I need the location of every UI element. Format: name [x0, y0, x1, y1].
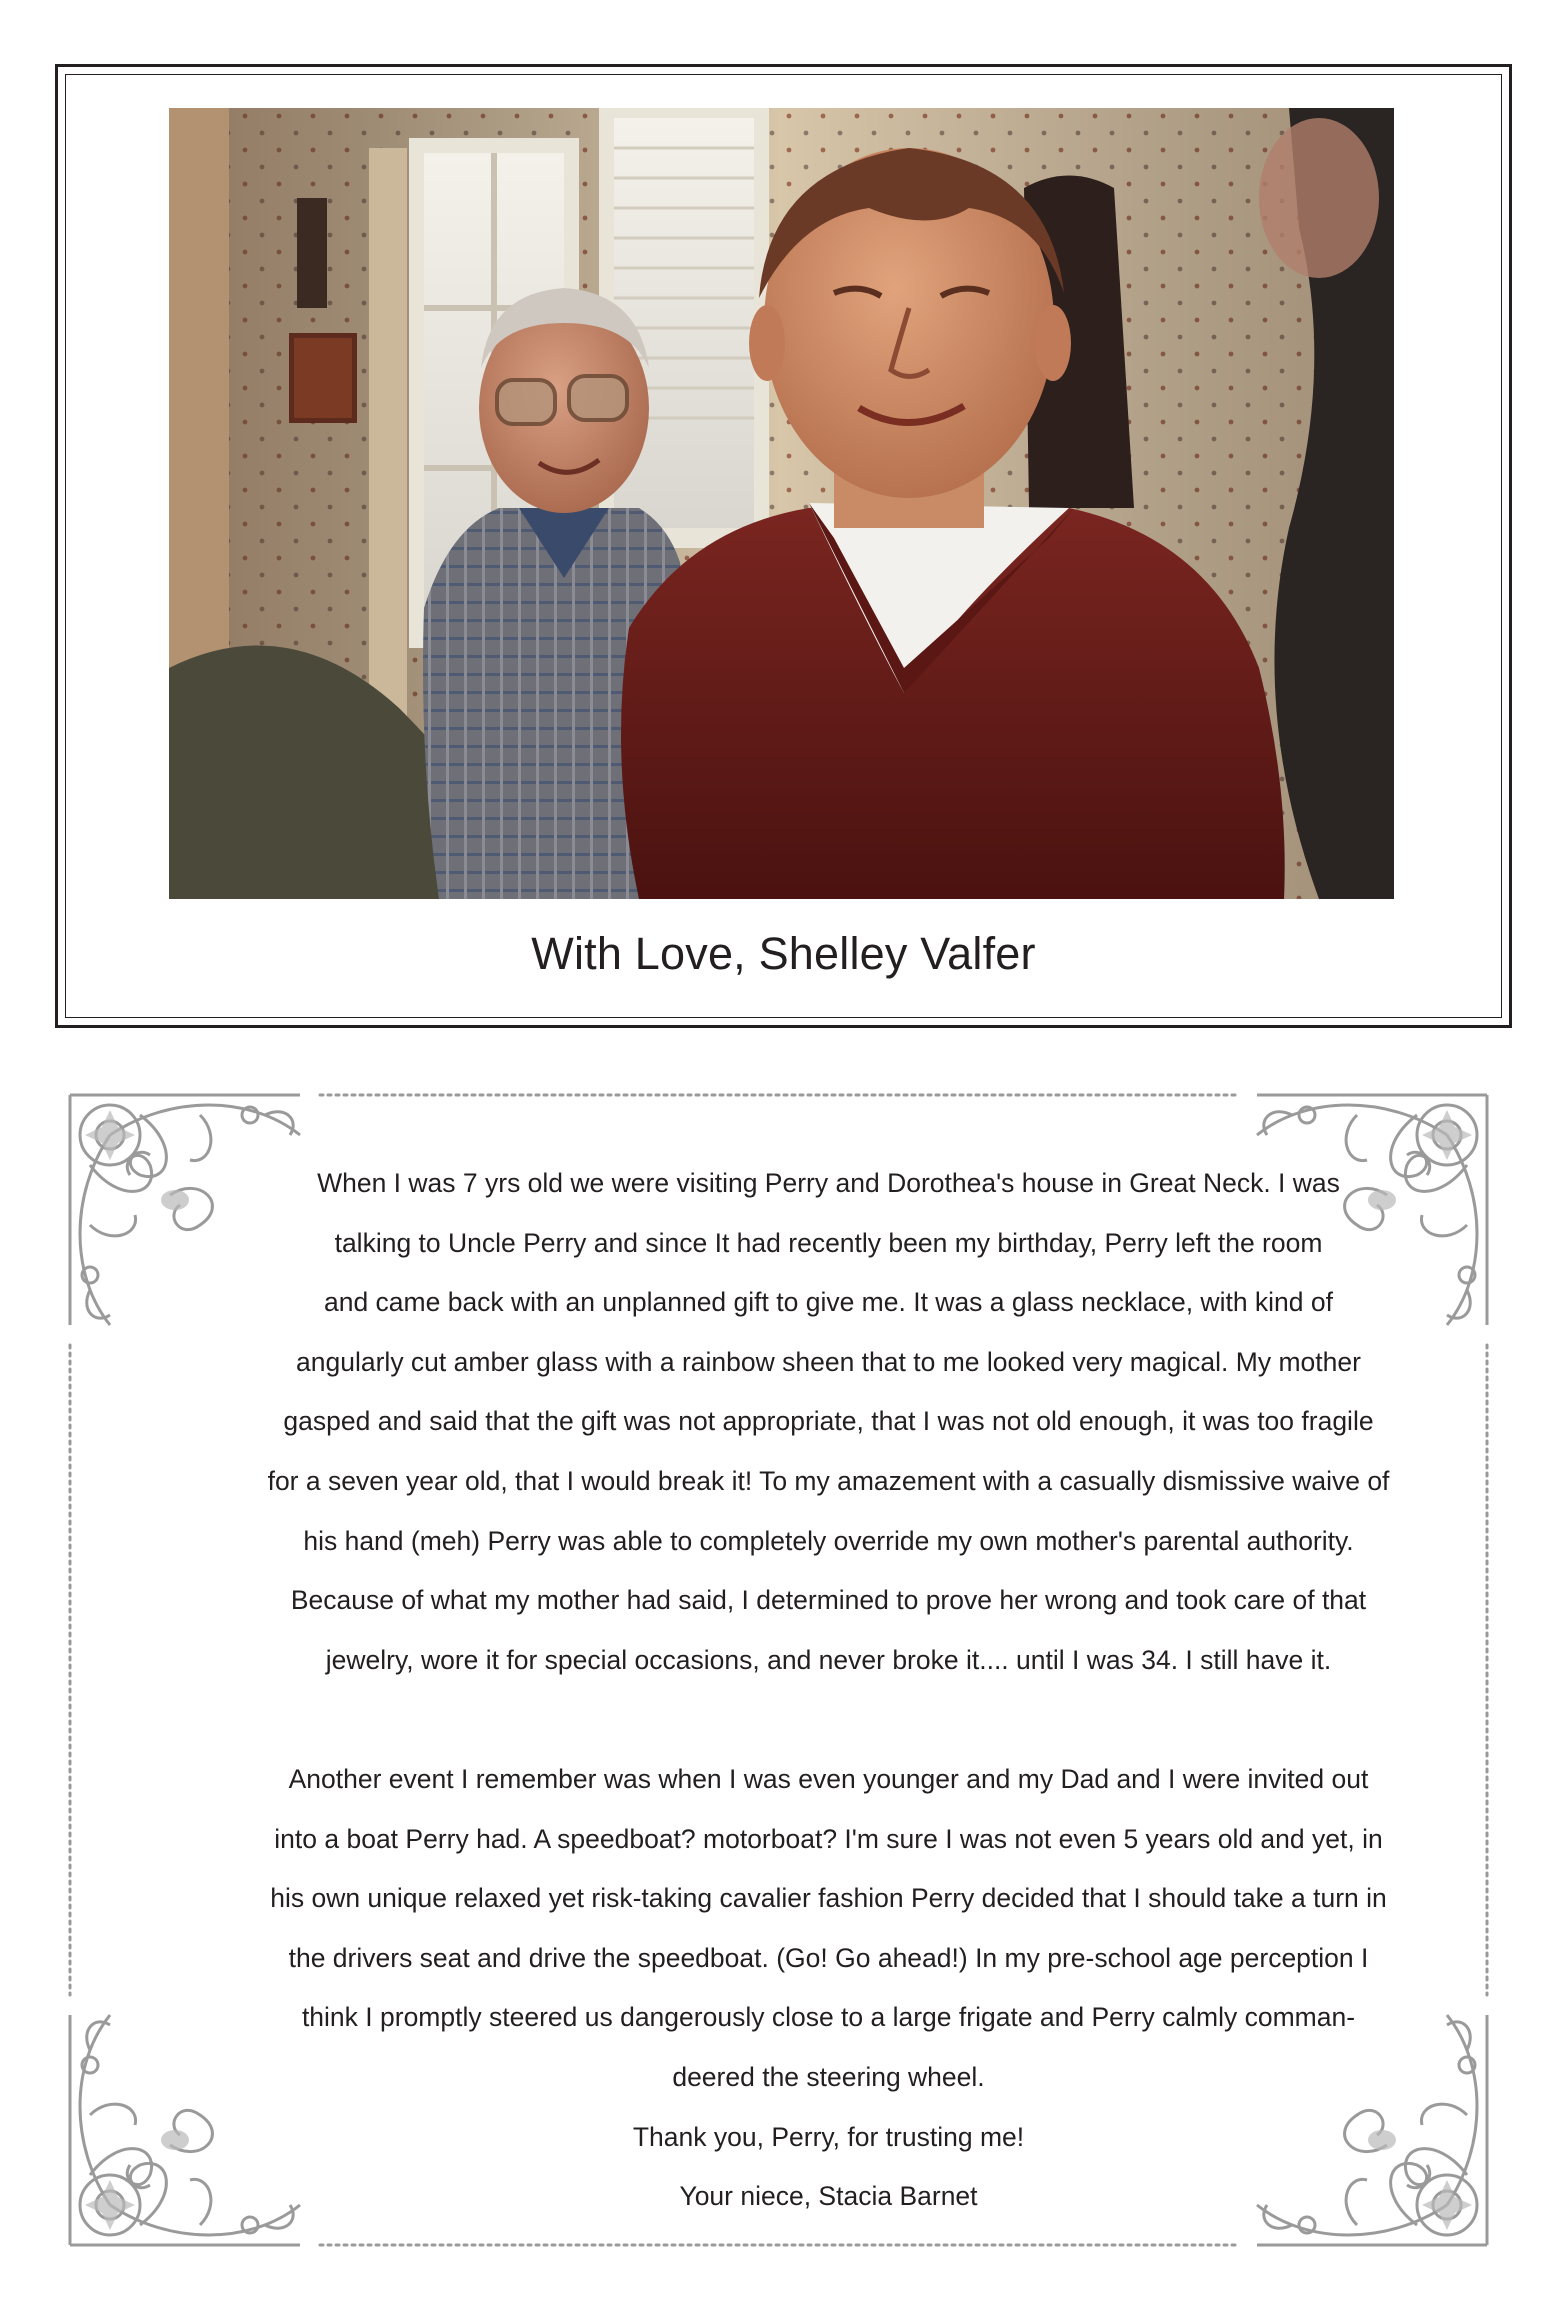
letter-line: his own unique relaxed yet risk-taking cavalier fashion Perry decided that I should take a turn in — [270, 1883, 1387, 1914]
letter-line: into a boat Perry had. A speedboat? motorboat? I'm sure I was not even 5 years old and yet, in — [274, 1823, 1383, 1854]
letter-line: think I promptly steered us dangerously close to a large frigate and Perry calmly comman- — [301, 2002, 1356, 2033]
photo-caption: With Love, Shelley Valfer — [531, 928, 1036, 979]
letter-line: his hand (meh) Perry was able to completely override my own mother's parental authority. — [303, 1525, 1354, 1556]
letter-line: deered the steering wheel. — [672, 2061, 985, 2092]
letter-line: When I was 7 yrs old we were visiting Perry and Dorothea's house in Great Neck. I was — [317, 1168, 1340, 1198]
memorial-photo — [169, 108, 1394, 899]
letter-line: jewelry, wore it for special occasions, and never broke it.... until I was 34. I still have it. — [325, 1644, 1332, 1675]
letter-line: Another event I remember was when I was even younger and my Dad and I were invited out — [288, 1763, 1369, 1794]
letter-line: talking to Uncle Perry and since It had recently been my birthday, Perry left the room — [334, 1227, 1323, 1258]
letter-line: for a seven year old, that I would break it! To my amazement with a casually dismissive waive of — [267, 1465, 1390, 1496]
letter-line: the drivers seat and drive the speedboat. (Go! Go ahead!) In my pre-school age perception I — [288, 1942, 1369, 1973]
letter-signature: Your niece, Stacia Barnet — [679, 2181, 978, 2212]
letter-closing: Thank you, Perry, for trusting me! — [632, 2121, 1025, 2152]
letter-body — [200, 1154, 1457, 2227]
letter-line: Because of what my mother had said, I determined to prove her wrong and took care of that — [290, 1585, 1367, 1616]
paragraph-spacer — [200, 1690, 1457, 1750]
letter-line: and came back with an unplanned gift to give me. It was a glass necklace, with kind of — [323, 1287, 1334, 1318]
letter-line: angularly cut amber glass with a rainbow sheen that to me looked very magical. My mother — [296, 1346, 1361, 1377]
letter-line: gasped and said that the gift was not appropriate, that I was not old enough, it was too fragile — [283, 1406, 1374, 1437]
letter-frame — [50, 1075, 1507, 2265]
